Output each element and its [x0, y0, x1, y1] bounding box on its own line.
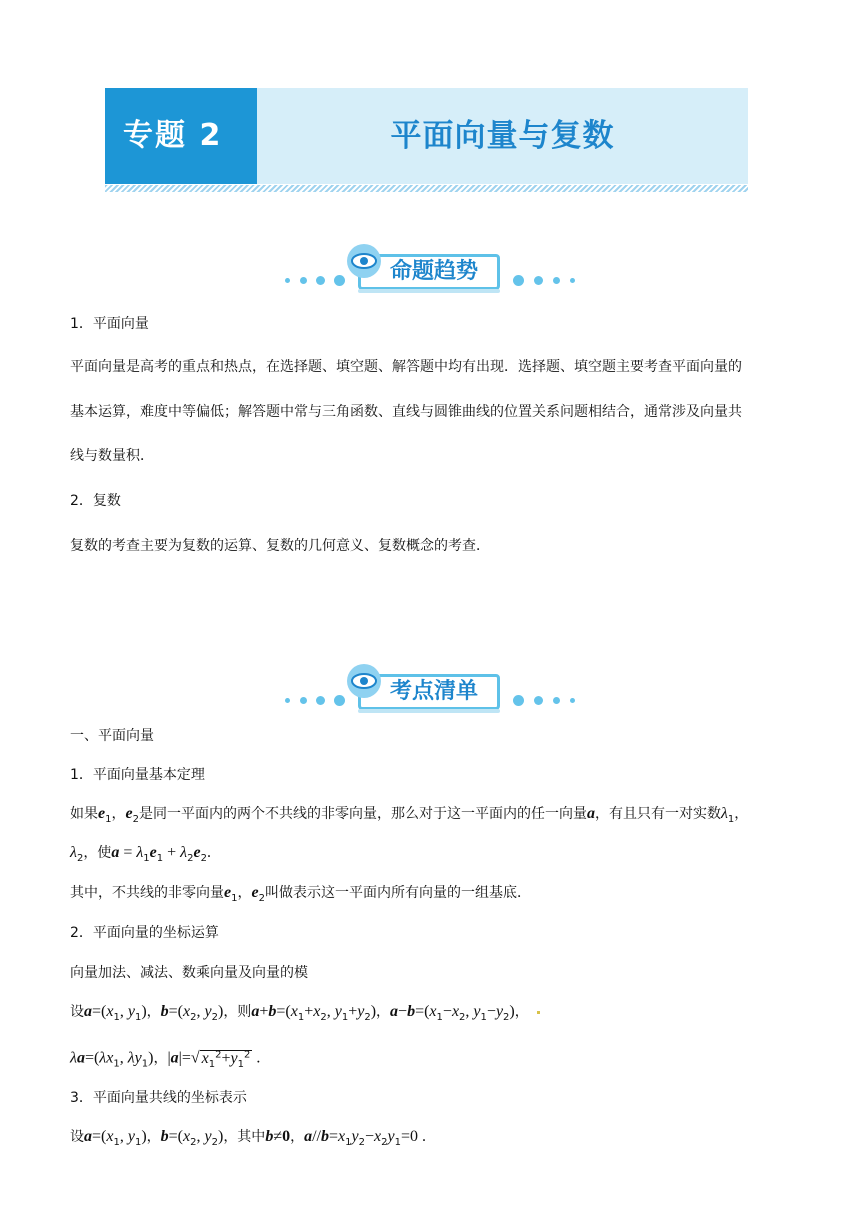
decor-dot	[300, 697, 307, 704]
subsection-heading: 3．平面向量共线的坐标表示	[70, 1090, 247, 1106]
section-heading-label: 考点清单	[358, 674, 500, 710]
checklist-title: 一、平面向量	[70, 728, 154, 744]
coord-ops-intro: 向量加法、减法、数乘向量及向量的模	[70, 965, 308, 981]
subsection-heading: 1．平面向量基本定理	[70, 767, 205, 783]
subsection-heading: 2．平面向量的坐标运算	[70, 925, 219, 941]
topic-title: 平面向量与复数	[390, 118, 615, 154]
decor-dot	[334, 275, 345, 286]
theorem-line-1: 如果$e_1$，$e_2$是同一平面内的两个不共线的非零向量，那么对于这一平面内的任一向量a，有且只有一对实数$\lambda_1$，	[70, 805, 749, 825]
decor-dot	[513, 695, 524, 706]
trend-heading-complex: 2．复数	[70, 493, 121, 509]
topic-title-panel	[257, 88, 748, 184]
basis-definition: 其中，不共线的非零向量$e_1$，$e_2$叫做表示这一平面内所有向量的一组基底．	[70, 884, 531, 904]
section-heading-checklist	[0, 664, 860, 724]
trend-paragraph-line: 平面向量是高考的重点和热点，在选择题、填空题、解答题中均有出现．选择题、填空题主要考查平面向量的	[70, 359, 742, 375]
topic-number-tag: 专题 2	[105, 88, 257, 184]
decor-dot	[570, 278, 575, 283]
banner-stripe	[105, 185, 748, 192]
decor-dot	[534, 696, 543, 705]
decor-dot	[285, 278, 290, 283]
topic-banner	[105, 88, 748, 192]
coord-formula-line-1: 设$a=(x_1$, $y_1$)，$b=(x_2$, $y_2$)，则$a+b=(x_1+x_2$, $y_1+y_2$)，$a-b=(x_1-x_2$, $y_1-y_2$)，	[70, 1002, 540, 1028]
eye-icon	[347, 244, 381, 278]
decor-dot	[285, 698, 290, 703]
decor-dot	[334, 695, 345, 706]
coord-formula-line-2: $\lambda a=(\lambda x_1$, $\lambda y_1$)，|a|=√ $x_1^2+y_1^2$ .	[70, 1049, 261, 1070]
decor-dot	[570, 698, 575, 703]
theorem-line-2: $\lambda_2$，使$a = \lambda_1e_1 + \lambda_2e_2$.	[70, 844, 211, 864]
decor-dot	[316, 276, 325, 285]
decor-dot	[513, 275, 524, 286]
trend-paragraph-complex: 复数的考查主要为复数的运算、复数的几何意义、复数概念的考查．	[70, 538, 490, 554]
trend-heading-vectors: 1．平面向量	[70, 316, 149, 332]
decor-dot	[534, 276, 543, 285]
decor-dot	[553, 697, 560, 704]
decor-dot	[553, 277, 560, 284]
section-heading-trend	[0, 244, 860, 304]
collinear-formula: 设$a=(x_1$, $y_1$)，$b=(x_2$, $y_2$)，其中b≠0，$a//b=x_1y_2-x_2y_1=0$ .	[70, 1128, 427, 1148]
section-heading-label: 命题趋势	[358, 254, 500, 290]
trend-paragraph-line: 线与数量积．	[70, 448, 154, 464]
marker-dot	[537, 1011, 540, 1014]
decor-dot	[316, 696, 325, 705]
trend-paragraph-line: 基本运算，难度中等偏低；解答题中常与三角函数、直线与圆锥曲线的位置关系问题相结合，通常涉及向量共	[70, 404, 742, 420]
eye-icon	[347, 664, 381, 698]
decor-dot	[300, 277, 307, 284]
